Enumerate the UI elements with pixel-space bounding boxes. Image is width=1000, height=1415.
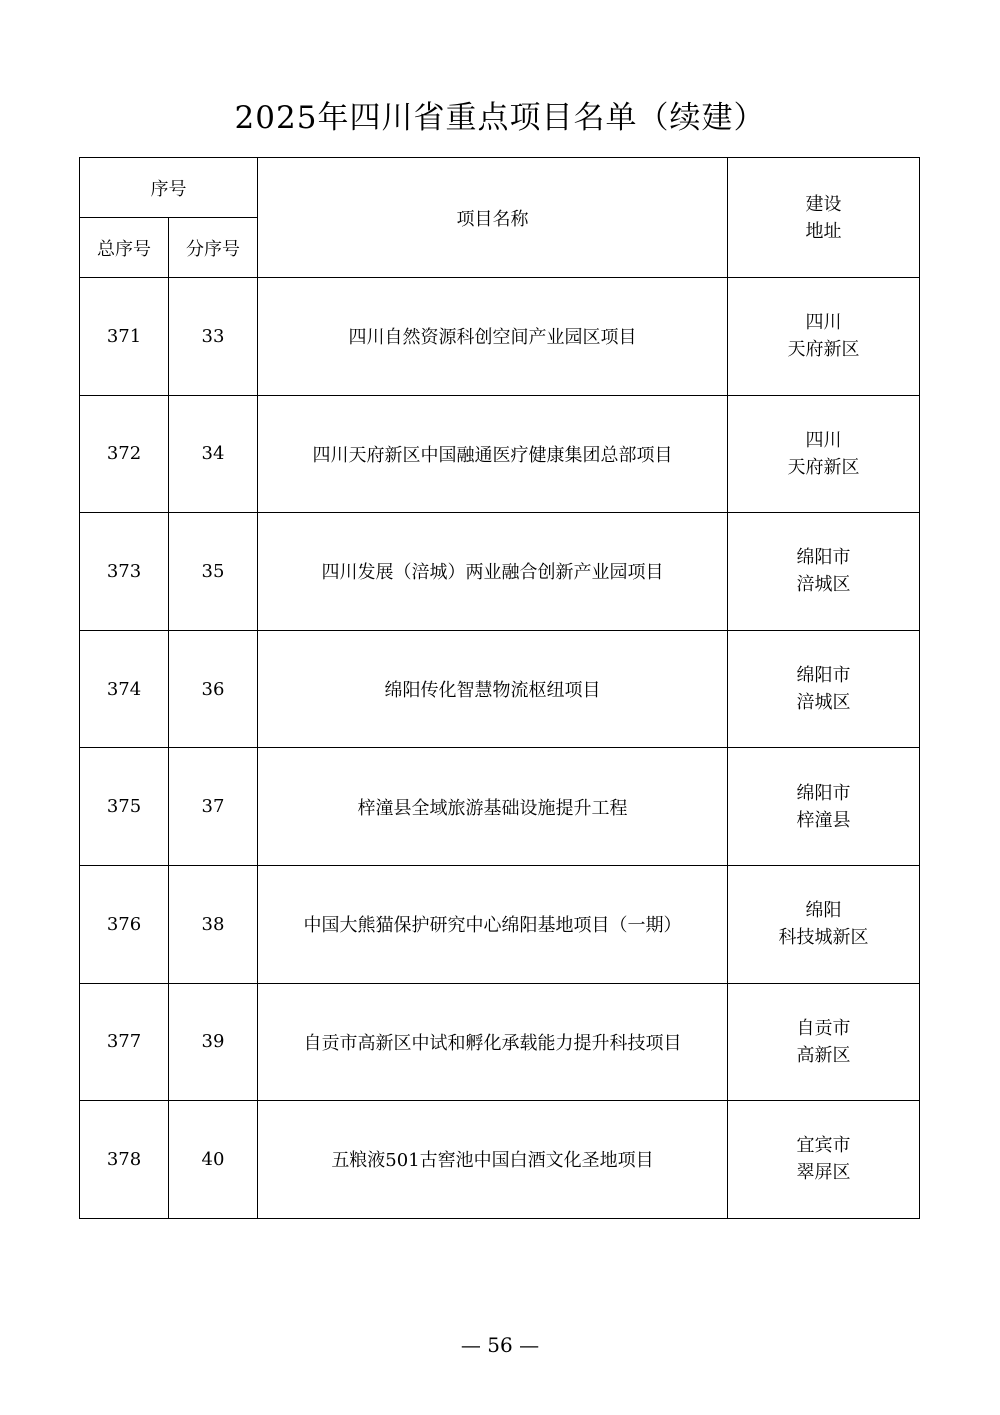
location-cell — [728, 395, 920, 513]
total-seq-cell: 376 — [80, 865, 169, 983]
sub-seq-cell: 34 — [169, 395, 258, 513]
sub-seq-cell: 33 — [169, 278, 258, 396]
sub-seq-cell: 38 — [169, 865, 258, 983]
header-total-seq: 总序号 — [80, 218, 169, 278]
total-seq-cell: 374 — [80, 630, 169, 748]
location-line1: 宜宾市 — [796, 1135, 851, 1157]
project-name-cell: 中国大熊猫保护研究中心绵阳基地项目（一期） — [258, 865, 728, 983]
total-seq-cell: 375 — [80, 748, 169, 866]
location-line1: 四川 — [805, 429, 842, 451]
location-line1: 绵阳 — [805, 900, 842, 922]
header-sub-seq: 分序号 — [169, 218, 258, 278]
total-seq-cell: 377 — [80, 983, 169, 1101]
header-location-line2: 地址 — [805, 220, 842, 242]
header-project-name: 项目名称 — [258, 158, 728, 278]
total-seq-cell: 371 — [80, 278, 169, 396]
location-cell — [728, 278, 920, 396]
table-row — [80, 865, 920, 983]
project-name-cell: 自贡市高新区中试和孵化承载能力提升科技项目 — [258, 983, 728, 1101]
location-line1: 绵阳市 — [796, 782, 851, 804]
project-name-cell: 四川发展（涪城）两业融合创新产业园项目 — [258, 513, 728, 631]
table-row — [80, 395, 920, 513]
page-title: 2025年四川省重点项目名单（续建） — [234, 100, 766, 136]
table-row — [80, 748, 920, 866]
location-line1: 绵阳市 — [796, 547, 851, 569]
location-line1: 自贡市 — [796, 1017, 851, 1039]
location-line2: 梓潼县 — [796, 809, 851, 831]
location-line1: 绵阳市 — [796, 665, 851, 687]
location-line2: 涪城区 — [796, 692, 851, 714]
location-cell — [728, 513, 920, 631]
sub-seq-cell: 37 — [169, 748, 258, 866]
project-name-cell: 绵阳传化智慧物流枢纽项目 — [258, 630, 728, 748]
project-name-cell: 四川自然资源科创空间产业园区项目 — [258, 278, 728, 396]
sub-seq-cell: 36 — [169, 630, 258, 748]
location-cell — [728, 748, 920, 866]
total-seq-cell: 378 — [80, 1101, 169, 1219]
table-row — [80, 983, 920, 1101]
location-line2: 涪城区 — [796, 574, 851, 596]
location-cell — [728, 630, 920, 748]
project-name-cell: 五粮液501古窖池中国白酒文化圣地项目 — [258, 1101, 728, 1219]
sub-seq-cell: 39 — [169, 983, 258, 1101]
table-row — [80, 1101, 920, 1219]
project-name-cell: 梓潼县全域旅游基础设施提升工程 — [258, 748, 728, 866]
location-line2: 天府新区 — [787, 456, 860, 478]
location-cell — [728, 983, 920, 1101]
table-row — [80, 513, 920, 631]
page-number: — 56 — — [460, 1333, 540, 1357]
sub-seq-cell: 35 — [169, 513, 258, 631]
project-name-cell: 四川天府新区中国融通医疗健康集团总部项目 — [258, 395, 728, 513]
table-row — [80, 630, 920, 748]
header-location-line1: 建设 — [805, 193, 842, 215]
header-seq: 序号 — [80, 158, 258, 218]
location-line2: 高新区 — [796, 1044, 851, 1066]
table-row — [80, 278, 920, 396]
location-line2: 科技城新区 — [778, 927, 869, 949]
location-cell — [728, 1101, 920, 1219]
sub-seq-cell: 40 — [169, 1101, 258, 1219]
location-cell — [728, 865, 920, 983]
project-table — [79, 157, 920, 1219]
location-line1: 四川 — [805, 312, 842, 334]
header-location — [728, 158, 920, 278]
total-seq-cell: 373 — [80, 513, 169, 631]
total-seq-cell: 372 — [80, 395, 169, 513]
location-line2: 天府新区 — [787, 339, 860, 361]
location-line2: 翠屏区 — [796, 1162, 851, 1184]
